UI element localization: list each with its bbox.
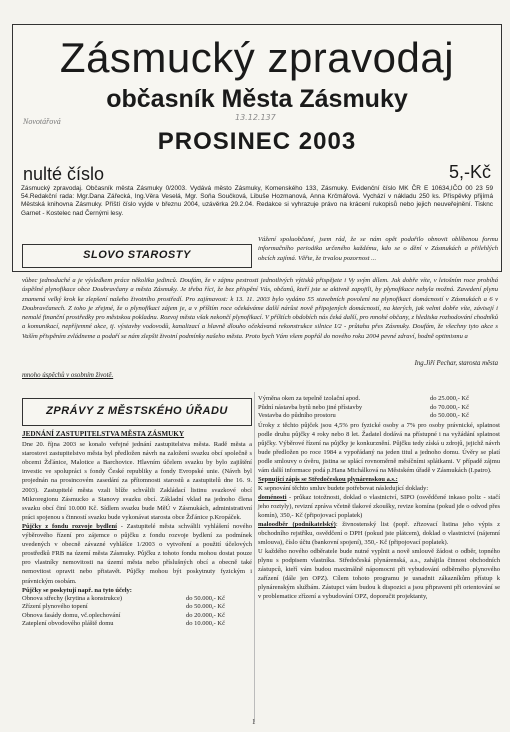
doklady-intro: K sepnování těchto smluv budete potřebovat následující doklady:: [258, 484, 429, 492]
maloodber-text: : živnostenský list (popř. zřizovací listina jeho výpis z obchodního rejstříku, osvědčení o DPH (pokud jste plátcem), doklad o vlastnictví (nájemní smlouva), číslo účtu (bankovní spojení), 350,- Kč (připojovací poplatek).: [258, 521, 501, 547]
slovo-starosty-heading-box: [22, 244, 252, 268]
starosta-closing: mnoho úspěchů v osobním životě.: [22, 372, 114, 379]
list-item: Zřízení plynového topení do 50.000,- Kč: [22, 603, 225, 611]
odberatel-text: U každého nového odběratele bude nutné vyplnit a nově smlouvě žádost o odběr, topného plynu s podpisem vlastníka. Středočeská plynárenská, a.s., zahájila činnost obchodních zástupců, kteří vám budou maximálně nápomocni při vybudování odběrného plynového zařízení (dále jen OPZ). Cílem tohoto programu je usnadnit zákazníkům přístup k plynárenským službám. Zástupci vám budou k dispozici a jsou připraveni při orientování se v problematice zřízení a vybudování OPZ, doporučit projektanty,: [258, 548, 500, 601]
news-left-column: [22, 430, 252, 629]
zastupitelstvo-text: Dne 20. října 2003 se konalo veřejné jednání zastupitelstva města. Radě města a starostovi zastupitelstvo města byl předložen návrh na založení svazku obcí společně s obcemi Žďánice, Malotice a Barchovice. Hlavním účelem svazku by bylo zajištění investic ve spolupráci s fondy České republiky a fondy Evropské unie. (Návrh byl projednán na prosincovém zasedání za přítomnosti starostů a zastupitelů dne 16. 9. 2003). Zastupitelé města vzali blíže schválili Zakládací listinu svazkové obcí Mikroregionu Zásmucko a Stanovy svazku obcí. Základní vklad na jednoho člena svazku obcí činí 10.000 Kč. Sídlem svazku bude MěÚ v Zásmukách, administrativní práci spojenou s činností svazku bude vykonávat starosta obce Žďánice p.Kropáček.: [22, 441, 252, 521]
handwritten-stamp: 13.12.137: [235, 113, 276, 122]
section-title-starosta: SLOVO STAROSTY: [83, 249, 191, 261]
starosta-signature: Ing.Jiří Pechar, starosta města: [414, 360, 498, 367]
uroky-text: Úroky z těchto půjček jsou 4,5% pro fyzické osoby a 7% pro osoby právnické, splatnost podle druhu půjčky 4 roky nebo 8 let. Žadatel dodává na přístupné i na vyžádání splatnost půjčky. Výběrové řízení na půjčky je konkurznění. Půjčku tedy získá u zdrojů, jejichž návrh bude předložen po roce 1984 a vypořádaný na jeden titul a jednoho domu. Úvěry se platí podle smlouvy o úvěru, jistina se splácí rovnoměrně měsíčními splátkami. V případě zájmu vám další informace podá p.Hana Michálková na Městském úřadě v Zásmukách (I.patro).: [258, 421, 500, 474]
issue-number: nulté číslo: [23, 164, 105, 184]
newsletter-subtitle: občasník Města Zásmuky: [106, 85, 408, 113]
column-divider: [254, 392, 255, 722]
domacnosti-label: doménosti: [258, 493, 287, 501]
plynarenska-heading: Sepnující zápis se Středočeskou plynárenskou a.s.:: [258, 475, 398, 483]
issue-month: PROSINEC 2003: [157, 128, 357, 155]
newsletter-title: Zásmucký zpravodaj: [59, 34, 455, 81]
issue-price: 5,-Kč: [448, 162, 491, 182]
starosta-body: vůbec jednoduché a je výsledkem práce několika jedinců. Doufám, že v zájmu pestrosti jednotlivých výtisků přispějete i Vy svým dílem. Jak dobře víte, v letošním roce probíhá úspěšné plynofikace obce Doubravčany a města Zásmuky. Je třeba říci, že bez přispění Vás, občanů, kteří jste se aktivně zapojili, by plynofikace nebyla možná. Zavedení plynu znamená velký krok ke zlepšení našeho životního prostředí. Pro zajímavost: k 13. 11. 2003 bylo vydáno 55 stavebních povolení na plynofikaci domácností v Zásmukách a 6 v Doubravčanech. Z toho je zřejmé, že o plynofikaci zájem je, a v příštím roce očekáváme další nárůst nově připojených domácností, na kterých, jak velmi dobře víte, závisejí i nemalé finanční prostředky pro městskou pokladnu. Rozvoj města však nekončí plynofikací. V příštích obdobích nás čeká další, pro mnohé občany, z hlediska rozhodování chodníků a komunikací, nepříjemné akce, tj. výstavby vodovodů, kanalizací a hlavně dlouho očekávaná rekonstrukce silnice I/2 - průtahu přes Zásmuky. Doufám, že všechny tyto akce s Vaším přispěním zvládneme a podaří se nám zlepšit životní podmínky našeho města. Proto bych Vám všem popřál do nového roku 2004 pevné zdraví, hodně optimismu a: [22, 277, 498, 340]
fond-rozvoje-text: - Zastupitelé města schválili vyhlášení nového výběrového řízení pro zájemce o půjčku z fondu rozvoje bydlení za podmínek uvedených v obecně závazné vyhlášce 1/2003 o vytvoření a použití účelových prostředků FRB na území města Zásmuky. Půjčku z tohoto fondu mohou dostat pouze pro vlastníky nemovitosti na území města nebo příslušných obcí a obecně také nemovitost opravit nebo přistavět. Půjčky mohou být poskytnuty fyzickým i právnickým osobám.: [22, 522, 253, 585]
list-item: Vestavba do půdního prostoru do 50.000,- Kč: [258, 412, 469, 419]
list-item: Půdní nástavba bytů nebo jiné přístavby do 70.000,- Kč: [258, 403, 469, 411]
zastupitelstvo-heading: JEDNÁNÍ ZASTUPITELSTVA MĚSTA ZÁSMUKY: [22, 430, 185, 438]
ucely-heading: Půjčky se poskytují např. na tyto účely:: [22, 586, 132, 594]
starosta-intro: Vážení spoluobčané, jsem rád, že se nám opět podařilo obnovit oblíbenou formu informačního periodika určeného každému, kdo se o dění v Zásmukách a přilehlých obcích zajímá. Věřte, že trvalou pozornost ...: [258, 236, 498, 262]
page-number: 1: [252, 718, 256, 726]
list-item: Zateplení obvodového pláště domu do 10.000,- Kč: [22, 620, 225, 628]
domacnosti-text: - průkaz totožnosti, doklad o vlastnictví, SIPO (osvědčené inkaso poliz - stačí jeho roztyly), revizní zpráva včetně tlakové zkoušky, revize komína (pokud jde o odvod přes komín), 350,- Kč (připojovací poplatek): [258, 493, 500, 519]
news-right-column: [258, 395, 500, 601]
fond-rozvoje-heading: Půjčky z fondu rozvoje bydlení: [22, 522, 117, 530]
maloodber-label: maloodběr (podnikatelský): [258, 521, 336, 529]
list-item: Obnova fasády domu, vč.oplechování do 20.000,- Kč: [22, 611, 225, 619]
list-item: Obnova střechy (krytina a konstrukce) do 50.000,- Kč: [22, 594, 225, 602]
registration-stamp: Novotářová: [23, 117, 61, 126]
section-title-zpravy: ZPRÁVY Z MĚSTSKÉHO ÚŘADU: [46, 405, 228, 417]
zpravy-heading-box: [22, 398, 252, 426]
list-item: Výměna oken za tepelně izolační apod. do 25.000,- Kč: [258, 395, 469, 402]
imprint-text: Zásmucký zpravodaj. Občasník města Zásmuky 0/2003. Vydává město Zásmuky, Komenského 133, Zásmuky. Evidenční číslo MK ČR E 10634,IČO 00 23 59 54.Redakční rada: Mgr.Dana Zářecká, Ing.Věra Veselá, Mgr. Soňa Součková, Libuše Hozmanová, Anna Krčmářová. Vychází v nákladu 250 ks. Příspěvky přijímá Městská knihovna Zásmuky. Příští číslo vyjde v březnu 2004, uzávěrka 29.2.04. Redakce si vyhrazuje právo na krácení rukopisů nebo jejich neuveřejnění. Tisknc Garnet - Kostelec nad Černými lesy.: [21, 185, 493, 217]
